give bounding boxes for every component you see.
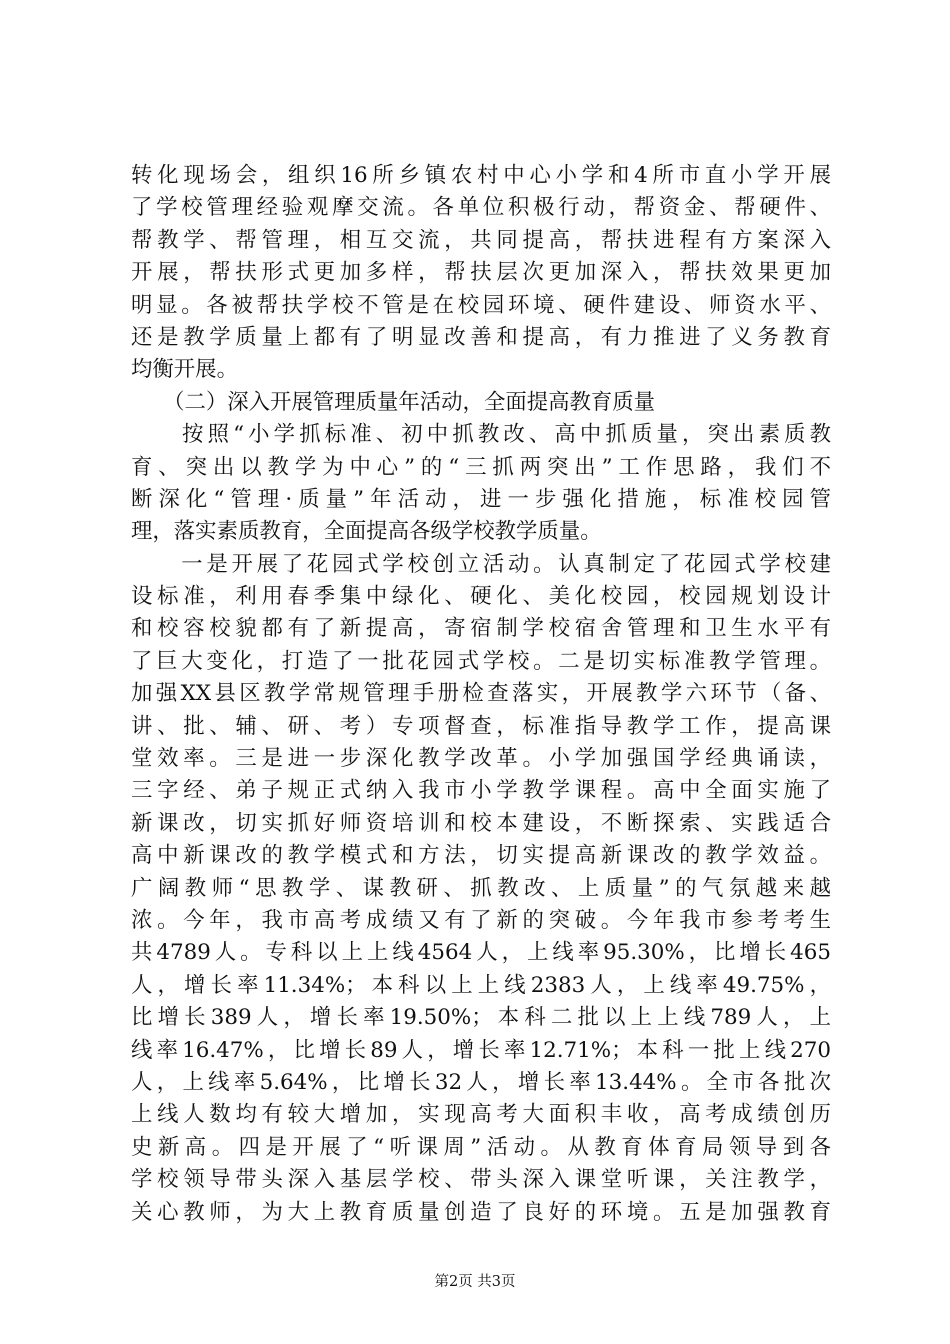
text-line: 三字经、弟子规正式纳入我市小学教学课程。高中全面实施了	[131, 778, 831, 804]
text-line: 史新高。四是开展了“听课周”活动。从教育体育局领导到各	[131, 1134, 831, 1160]
text-line: 加强XX县区教学常规管理手册检查落实，开展教学六环节（备、	[131, 681, 831, 707]
text-line: 新课改，切实抓好师资培训和校本建设，不断探索、实践适合	[131, 810, 831, 836]
text-line: 均衡开展。	[131, 357, 238, 383]
text-line: 按照“小学抓标准、初中抓教改、高中抓质量，突出素质教	[131, 422, 831, 448]
text-line: 关心教师，为大上教育质量创造了良好的环境。五是加强教育	[131, 1199, 831, 1225]
page-number: 第2页 共3页	[434, 1274, 516, 1290]
text-line: 帮教学、帮管理，相互交流，共同提高，帮扶进程有方案深入	[131, 227, 831, 253]
text-line: 设标准，利用春季集中绿化、硬化、美化校园，校园规划设计	[131, 584, 831, 610]
text-line: 了学校管理经验观摩交流。各单位积极行动，帮资金、帮硬件、	[131, 195, 831, 221]
text-line: 和校容校貌都有了新提高，寄宿制学校宿舍管理和卫生水平有	[131, 616, 831, 642]
text-line: 高中新课改的教学模式和方法，切实提高新课改的教学效益。	[131, 843, 831, 869]
body-text	[131, 160, 831, 1229]
text-line: 浓。今年，我市高考成绩又有了新的突破。今年我市参考考生	[131, 907, 831, 933]
text-line: 一是开展了花园式学校创立活动。认真制定了花园式学校建	[131, 551, 831, 577]
text-line: 明显。各被帮扶学校不管是在校园环境、硬件建设、师资水平、	[131, 292, 831, 318]
text-line: 开展，帮扶形式更加多样，帮扶层次更加深入，帮扶效果更加	[131, 260, 831, 286]
text-line: 堂效率。三是进一步深化教学改革。小学加强国学经典诵读，	[131, 746, 831, 772]
text-line: 人，增长率11.34%；本科以上上线2383人，上线率49.75%，	[131, 972, 831, 998]
text-line: 转化现场会，组织16所乡镇农村中心小学和4所市直小学开展	[131, 163, 831, 188]
text-line: 了巨大变化，打造了一批花园式学校。二是切实标准教学管理。	[131, 648, 831, 674]
text-line: 广阔教师“思教学、谋教研、抓教改、上质量”的气氛越来越	[131, 875, 831, 901]
text-line: 上线人数均有较大增加，实现高考大面积丰收，高考成绩创历	[131, 1102, 831, 1128]
text-line: 断深化“管理·质量”年活动，进一步强化措施，标准校园管	[131, 486, 831, 512]
text-line: 还是教学质量上都有了明显改善和提高，有力推进了义务教育	[131, 324, 831, 350]
text-line: 共4789人。专科以上上线4564人，上线率95.30%，比增长465	[131, 940, 831, 966]
text-line: 线率16.47%，比增长89人，增长率12.71%；本科一批上线270	[131, 1037, 831, 1063]
text-line: 比增长389人，增长率19.50%；本科二批以上上线789人，上	[131, 1005, 831, 1031]
text-line: 讲、批、辅、研、考）专项督查，标准指导教学工作，提高课	[131, 713, 831, 739]
text-line: 学校领导带头深入基层学校、带头深入课堂听课，关注教学，	[131, 1167, 831, 1193]
text-line: 人，上线率5.64%，比增长32人，增长率13.44%。全市各批次	[131, 1069, 831, 1095]
section-heading: （二）深入开展管理质量年活动，全面提高教育质量	[131, 389, 656, 415]
text-line: 育、突出以教学为中心”的“三抓两突出”工作思路，我们不	[131, 454, 831, 480]
text-line: 理，落实素质教育，全面提高各级学校教学质量。	[131, 519, 602, 545]
